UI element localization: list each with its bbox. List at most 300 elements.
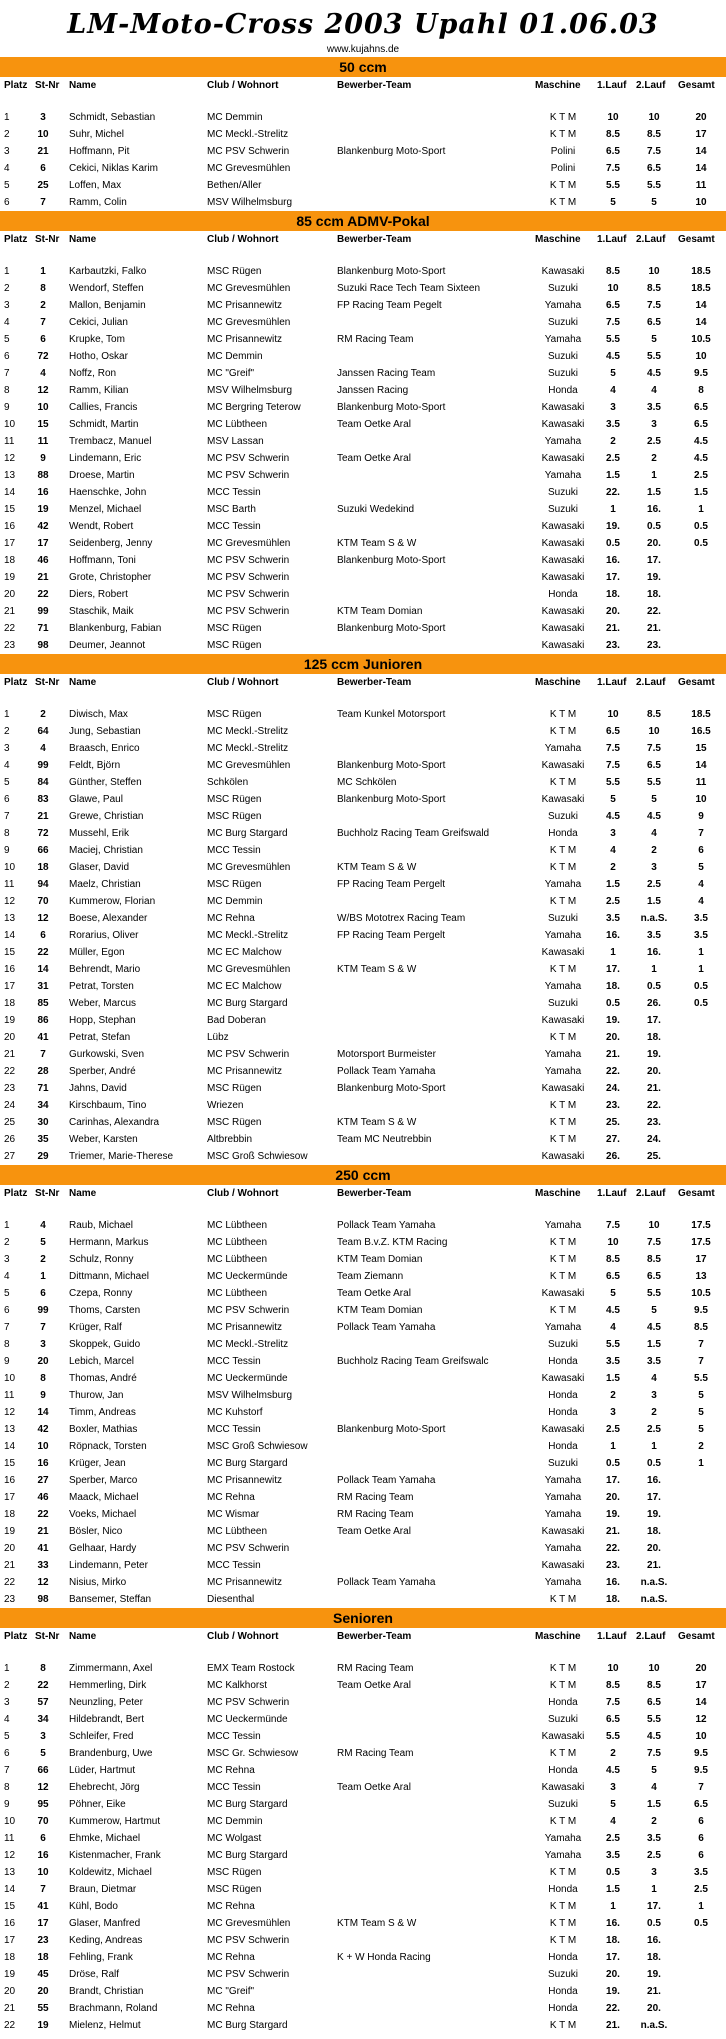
cell-name: Dröse, Ralf xyxy=(69,1969,120,1980)
cell-lauf2: 1.5 xyxy=(647,487,661,498)
cell-club: MC "Greif" xyxy=(207,368,255,379)
cell-lauf2: 8.5 xyxy=(647,709,661,720)
cell-lauf2: 25. xyxy=(647,1151,661,1162)
cell-startnummer: 8 xyxy=(40,1663,46,1674)
cell-platz: 8 xyxy=(4,1782,10,1793)
cell-platz: 21 xyxy=(4,2003,16,2014)
cell-name: Thoms, Carsten xyxy=(69,1305,141,1316)
column-header-row xyxy=(0,231,726,248)
cell-name: Schmidt, Martin xyxy=(69,419,139,430)
col-header-startnummer: St-Nr xyxy=(35,1188,60,1199)
cell-maschine: K T M xyxy=(549,1680,577,1691)
cell-platz: 17 xyxy=(4,1492,16,1503)
cell-startnummer: 71 xyxy=(37,1083,49,1094)
table-row xyxy=(0,331,726,348)
cell-gesamt: 6 xyxy=(698,1850,704,1861)
cell-lauf2: 6.5 xyxy=(647,317,661,328)
table-row xyxy=(0,757,726,774)
results-section xyxy=(0,1165,726,1608)
table-row xyxy=(0,1762,726,1779)
cell-platz: 21 xyxy=(4,606,16,617)
cell-platz: 4 xyxy=(4,317,10,328)
cell-startnummer: 16 xyxy=(37,487,49,498)
cell-platz: 9 xyxy=(4,845,10,856)
table-row xyxy=(0,1540,726,1557)
cell-gesamt: 14 xyxy=(695,163,707,174)
section-header: 250 ccm xyxy=(0,1165,726,1185)
cell-name: Jahns, David xyxy=(69,1083,127,1094)
col-header-startnummer: St-Nr xyxy=(35,1631,60,1642)
table-row xyxy=(0,1268,726,1285)
cell-startnummer: 42 xyxy=(37,1424,49,1435)
cell-maschine: Yamaha xyxy=(544,1850,582,1861)
cell-platz: 3 xyxy=(4,1697,10,1708)
cell-lauf2: 3.5 xyxy=(647,930,661,941)
cell-lauf2: 3 xyxy=(651,419,657,430)
cell-name: Wendt, Robert xyxy=(69,521,134,532)
cell-club: MSC Rügen xyxy=(207,623,262,634)
cell-platz: 12 xyxy=(4,1850,16,1861)
table-row xyxy=(0,808,726,825)
cell-club: MC Rehna xyxy=(207,913,255,924)
cell-maschine: Yamaha xyxy=(544,1833,582,1844)
cell-name: Dittmann, Michael xyxy=(69,1271,150,1282)
cell-startnummer: 10 xyxy=(37,402,49,413)
cell-lauf1: 3 xyxy=(610,828,616,839)
col-header-startnummer: St-Nr xyxy=(35,80,60,91)
cell-startnummer: 70 xyxy=(37,896,49,907)
cell-club: MSC Rügen xyxy=(207,879,262,890)
table-row xyxy=(0,876,726,893)
cell-lauf2: 21. xyxy=(647,1560,661,1571)
cell-gesamt: 7 xyxy=(698,828,704,839)
cell-name: Noffz, Ron xyxy=(69,368,117,379)
cell-maschine: K T M xyxy=(549,1117,577,1128)
cell-maschine: Yamaha xyxy=(544,1492,582,1503)
cell-maschine: Yamaha xyxy=(544,334,582,345)
cell-gesamt: 18.5 xyxy=(691,266,711,277)
cell-startnummer: 41 xyxy=(37,1901,49,1912)
cell-lauf1: 18. xyxy=(606,1594,620,1605)
col-header-platz: Platz xyxy=(4,677,28,688)
cell-name: Maciej, Christian xyxy=(69,845,143,856)
cell-maschine: Honda xyxy=(548,1697,578,1708)
cell-name: Kummerow, Florian xyxy=(69,896,156,907)
cell-lauf1: 4 xyxy=(610,1816,616,1827)
cell-club: MC PSV Schwerin xyxy=(207,606,290,617)
cell-lauf2: 3 xyxy=(651,1390,657,1401)
table-row xyxy=(0,1234,726,1251)
cell-club: MC Demmin xyxy=(207,1816,263,1827)
cell-name: Hopp, Stephan xyxy=(69,1015,136,1026)
table-row xyxy=(0,280,726,297)
cell-platz: 11 xyxy=(4,1390,15,1401)
table-row xyxy=(0,961,726,978)
cell-startnummer: 25 xyxy=(37,180,49,191)
cell-maschine: Kawasaki xyxy=(541,1015,585,1026)
cell-platz: 3 xyxy=(4,1254,10,1265)
cell-lauf1: 10 xyxy=(607,1663,619,1674)
cell-name: Hoffmann, Toni xyxy=(69,555,136,566)
cell-gesamt: 9 xyxy=(698,811,704,822)
cell-startnummer: 95 xyxy=(37,1799,49,1810)
cell-maschine: K T M xyxy=(549,1254,577,1265)
cell-startnummer: 21 xyxy=(37,572,49,583)
cell-name: Ramm, Colin xyxy=(69,197,127,208)
cell-team: Suzuki Wedekind xyxy=(337,504,415,515)
cell-lauf1: 20. xyxy=(606,1969,620,1980)
cell-startnummer: 84 xyxy=(37,777,49,788)
col-header-club: Club / Wohnort xyxy=(207,677,279,688)
cell-maschine: K T M xyxy=(549,1594,577,1605)
col-header-club: Club / Wohnort xyxy=(207,1631,279,1642)
cell-startnummer: 12 xyxy=(37,913,49,924)
cell-platz: 3 xyxy=(4,146,10,157)
cell-club: MC Grevesmühlen xyxy=(207,163,291,174)
cell-club: MC Lübtheen xyxy=(207,1526,268,1537)
cell-lauf2: 20. xyxy=(647,1543,661,1554)
cell-maschine: Yamaha xyxy=(544,470,582,481)
cell-club: MC Lübtheen xyxy=(207,1254,268,1265)
cell-gesamt: 16.5 xyxy=(691,726,711,737)
cell-startnummer: 19 xyxy=(37,2020,49,2031)
col-header-platz: Platz xyxy=(4,1188,28,1199)
cell-gesamt: 3.5 xyxy=(694,913,708,924)
cell-lauf2: 4.5 xyxy=(647,368,661,379)
cell-team: RM Racing Team xyxy=(337,1492,414,1503)
cell-club: MC Burg Stargard xyxy=(207,998,288,1009)
cell-lauf1: 19. xyxy=(606,1015,620,1026)
cell-platz: 7 xyxy=(4,811,10,822)
cell-gesamt: 8.5 xyxy=(694,1322,708,1333)
cell-startnummer: 46 xyxy=(37,1492,49,1503)
cell-club: MC PSV Schwerin xyxy=(207,555,290,566)
cell-name: Skoppek, Guido xyxy=(69,1339,141,1350)
cell-gesamt: 10 xyxy=(695,197,707,208)
cell-team: KTM Team Domian xyxy=(337,1254,423,1265)
cell-club: MSV Wilhelmsburg xyxy=(207,197,293,208)
cell-lauf1: 3.5 xyxy=(606,1356,620,1367)
cell-lauf2: 5 xyxy=(651,794,657,805)
cell-maschine: Suzuki xyxy=(547,504,578,515)
cell-team: Blankenburg Moto-Sport xyxy=(337,555,446,566)
cell-startnummer: 8 xyxy=(40,283,46,294)
cell-lauf2: 19. xyxy=(647,1969,661,1980)
cell-lauf1: 0.5 xyxy=(606,1867,620,1878)
cell-platz: 2 xyxy=(4,1680,10,1691)
cell-lauf2: n.a.S. xyxy=(640,2020,668,2031)
cell-team: KTM Team Domian xyxy=(337,1305,423,1316)
cell-lauf2: 24. xyxy=(647,1134,661,1145)
cell-lauf1: 8.5 xyxy=(606,129,620,140)
table-row xyxy=(0,1063,726,1080)
cell-club: MSC Groß Schwiesow xyxy=(207,1151,308,1162)
cell-name: Lebich, Marcel xyxy=(69,1356,135,1367)
cell-lauf2: 19. xyxy=(647,1049,661,1060)
cell-startnummer: 7 xyxy=(40,1322,46,1333)
cell-platz: 5 xyxy=(4,1288,10,1299)
cell-platz: 18 xyxy=(4,998,16,1009)
cell-platz: 5 xyxy=(4,1731,10,1742)
col-header-maschine: Maschine xyxy=(535,1631,581,1642)
cell-lauf2: 6.5 xyxy=(647,163,661,174)
cell-club: MC Ueckermünde xyxy=(207,1373,288,1384)
cell-team: Pollack Team Yamaha xyxy=(337,1475,436,1486)
cell-platz: 23 xyxy=(4,1594,16,1605)
cell-lauf1: 16. xyxy=(606,1577,620,1588)
cell-lauf2: 22. xyxy=(647,606,661,617)
cell-gesamt: 4.5 xyxy=(694,436,708,447)
col-header-team: Bewerber-Team xyxy=(337,677,412,688)
cell-maschine: K T M xyxy=(549,964,577,975)
cell-team: KTM Team S & W xyxy=(337,1918,417,1929)
table-row xyxy=(0,2017,726,2034)
cell-team: Team MC Neutrebbin xyxy=(337,1134,432,1145)
cell-platz: 4 xyxy=(4,1271,10,1282)
cell-team: Blankenburg Moto-Sport xyxy=(337,760,446,771)
website-url[interactable]: www.kujahns.de xyxy=(326,44,400,55)
column-header-row xyxy=(0,1185,726,1202)
cell-maschine: K T M xyxy=(549,1816,577,1827)
cell-platz: 25 xyxy=(4,1117,16,1128)
table-row xyxy=(0,1949,726,1966)
cell-lauf1: 3 xyxy=(610,1782,616,1793)
table-row xyxy=(0,1523,726,1540)
cell-team: K + W Honda Racing xyxy=(337,1952,431,1963)
cell-platz: 2 xyxy=(4,129,10,140)
cell-platz: 13 xyxy=(4,913,16,924)
table-row xyxy=(0,603,726,620)
cell-maschine: Suzuki xyxy=(547,1799,578,1810)
cell-lauf1: 4.5 xyxy=(606,351,620,362)
cell-team: Suzuki Race Tech Team Sixteen xyxy=(337,283,481,294)
cell-lauf1: 7.5 xyxy=(606,163,620,174)
cell-platz: 4 xyxy=(4,1714,10,1725)
cell-team: FP Racing Team Pergelt xyxy=(337,930,446,941)
cell-name: Haenschke, John xyxy=(69,487,147,498)
cell-lauf2: 5 xyxy=(651,1765,657,1776)
cell-lauf2: 18. xyxy=(647,1032,661,1043)
cell-startnummer: 86 xyxy=(37,1015,49,1026)
table-row xyxy=(0,944,726,961)
cell-lauf2: 17. xyxy=(647,1015,661,1026)
cell-lauf1: 5.5 xyxy=(606,777,620,788)
cell-startnummer: 99 xyxy=(37,606,49,617)
cell-name: Nisius, Mirko xyxy=(69,1577,127,1588)
cell-lauf2: 10 xyxy=(648,1663,660,1674)
cell-maschine: Kawasaki xyxy=(541,266,585,277)
cell-lauf1: 6.5 xyxy=(606,300,620,311)
cell-startnummer: 22 xyxy=(37,589,49,600)
cell-startnummer: 3 xyxy=(40,112,46,123)
cell-platz: 18 xyxy=(4,1509,16,1520)
cell-name: Maelz, Christian xyxy=(69,879,141,890)
cell-startnummer: 6 xyxy=(40,334,46,345)
cell-lauf1: 10 xyxy=(607,1237,619,1248)
cell-club: MC Burg Stargard xyxy=(207,2020,288,2031)
cell-startnummer: 83 xyxy=(37,794,49,805)
cell-team: Janssen Racing xyxy=(337,385,409,396)
table-row xyxy=(0,1114,726,1131)
cell-lauf1: 1 xyxy=(610,947,616,958)
cell-name: Suhr, Michel xyxy=(69,129,125,140)
cell-platz: 17 xyxy=(4,1935,16,1946)
cell-lauf2: 4.5 xyxy=(647,811,661,822)
cell-club: Bad Doberan xyxy=(207,1015,266,1026)
cell-name: Braasch, Enrico xyxy=(69,743,140,754)
cell-lauf2: 5.5 xyxy=(647,1288,661,1299)
cell-lauf1: 22. xyxy=(606,1066,620,1077)
cell-club: MCC Tessin xyxy=(207,1356,261,1367)
cell-club: MC Bergring Teterow xyxy=(207,402,301,413)
table-row xyxy=(0,842,726,859)
cell-club: MSV Wilhelmsburg xyxy=(207,385,293,396)
col-header-lauf1: 1.Lauf xyxy=(597,1188,627,1199)
table-row xyxy=(0,893,726,910)
cell-name: Maack, Michael xyxy=(69,1492,139,1503)
cell-team: KTM Team S & W xyxy=(337,862,417,873)
cell-lauf2: 7.5 xyxy=(647,1237,661,1248)
cell-gesamt: 6.5 xyxy=(694,402,708,413)
cell-lauf2: 16. xyxy=(647,504,661,515)
cell-team: KTM Team S & W xyxy=(337,1117,417,1128)
cell-startnummer: 98 xyxy=(37,1594,49,1605)
cell-platz: 23 xyxy=(4,1083,16,1094)
cell-lauf2: 8.5 xyxy=(647,1254,661,1265)
cell-maschine: Yamaha xyxy=(544,1322,582,1333)
cell-name: Kirschbaum, Tino xyxy=(69,1100,147,1111)
cell-maschine: Honda xyxy=(548,1407,578,1418)
cell-lauf2: 10 xyxy=(648,266,660,277)
cell-team: Pollack Team Yamaha xyxy=(337,1066,436,1077)
cell-gesamt: 14 xyxy=(695,317,707,328)
cell-platz: 12 xyxy=(4,896,16,907)
cell-team: Janssen Racing Team xyxy=(337,368,436,379)
cell-gesamt: 5 xyxy=(698,1424,704,1435)
cell-lauf2: 2 xyxy=(651,453,657,464)
cell-startnummer: 7 xyxy=(40,317,46,328)
cell-name: Krupke, Tom xyxy=(69,334,125,345)
cell-lauf1: 4.5 xyxy=(606,1765,620,1776)
cell-team: Pollack Team Yamaha xyxy=(337,1220,436,1231)
cell-name: Bösler, Nico xyxy=(69,1526,123,1537)
cell-club: MSC Rügen xyxy=(207,709,262,720)
cell-startnummer: 5 xyxy=(40,1237,46,1248)
cell-platz: 22 xyxy=(4,1577,16,1588)
cell-startnummer: 12 xyxy=(37,1577,49,1588)
table-row xyxy=(0,1983,726,2000)
cell-lauf1: 18. xyxy=(606,589,620,600)
cell-club: MC Demmin xyxy=(207,112,263,123)
cell-lauf1: 5 xyxy=(610,1799,616,1810)
cell-platz: 7 xyxy=(4,368,10,379)
cell-name: Rorarius, Oliver xyxy=(69,930,139,941)
table-row xyxy=(0,1489,726,1506)
col-header-lauf1: 1.Lauf xyxy=(597,234,627,245)
cell-name: Blankenburg, Fabian xyxy=(69,623,162,634)
cell-gesamt: 4 xyxy=(698,879,704,890)
cell-maschine: Honda xyxy=(548,1952,578,1963)
cell-name: Glaser, Manfred xyxy=(69,1918,141,1929)
cell-platz: 12 xyxy=(4,453,16,464)
cell-lauf2: 10 xyxy=(648,112,660,123)
cell-lauf2: 18. xyxy=(647,1952,661,1963)
cell-lauf2: 18. xyxy=(647,589,661,600)
cell-platz: 5 xyxy=(4,777,10,788)
cell-platz: 6 xyxy=(4,351,10,362)
table-row xyxy=(0,1080,726,1097)
cell-maschine: Honda xyxy=(548,1986,578,1997)
cell-lauf1: 27. xyxy=(606,1134,620,1145)
cell-gesamt: 6 xyxy=(698,845,704,856)
cell-lauf1: 20. xyxy=(606,1492,620,1503)
cell-lauf2: 20. xyxy=(647,2003,661,2014)
cell-club: MC Meckl.-Strelitz xyxy=(207,930,289,941)
cell-name: Kühl, Bodo xyxy=(69,1901,118,1912)
cell-name: Carinhas, Alexandra xyxy=(69,1117,160,1128)
cell-platz: 2 xyxy=(4,726,10,737)
cell-maschine: Kawasaki xyxy=(541,760,585,771)
cell-club: MC Rehna xyxy=(207,1952,255,1963)
table-row xyxy=(0,1898,726,1915)
cell-platz: 16 xyxy=(4,521,16,532)
cell-lauf2: 6.5 xyxy=(647,1697,661,1708)
cell-gesamt: 7 xyxy=(698,1356,704,1367)
cell-club: Wriezen xyxy=(207,1100,244,1111)
col-header-name: Name xyxy=(69,677,97,688)
cell-lauf2: 5 xyxy=(651,1305,657,1316)
cell-name: Bansemer, Steffan xyxy=(69,1594,152,1605)
cell-gesamt: 2.5 xyxy=(694,1884,708,1895)
cell-lauf2: 0.5 xyxy=(647,521,661,532)
cell-startnummer: 72 xyxy=(37,828,49,839)
col-header-maschine: Maschine xyxy=(535,677,581,688)
cell-name: Hotho, Oskar xyxy=(69,351,128,362)
cell-lauf1: 7.5 xyxy=(606,317,620,328)
cell-name: Sperber, Marco xyxy=(69,1475,138,1486)
cell-lauf1: 2.5 xyxy=(606,1424,620,1435)
cell-startnummer: 9 xyxy=(40,1390,46,1401)
cell-lauf2: n.a.S. xyxy=(640,1577,668,1588)
table-row xyxy=(0,484,726,501)
table-row xyxy=(0,126,726,143)
cell-name: Ehebrecht, Jörg xyxy=(69,1782,140,1793)
cell-club: MSC Gr. Schwiesow xyxy=(207,1748,299,1759)
cell-lauf2: n.a.S. xyxy=(640,1594,668,1605)
cell-startnummer: 17 xyxy=(37,538,49,549)
cell-lauf1: 17. xyxy=(606,572,620,583)
cell-lauf1: 7.5 xyxy=(606,760,620,771)
cell-maschine: Kawasaki xyxy=(541,623,585,634)
cell-startnummer: 16 xyxy=(37,1458,49,1469)
cell-maschine: Kawasaki xyxy=(541,453,585,464)
cell-name: Hermann, Markus xyxy=(69,1237,149,1248)
cell-club: MC PSV Schwerin xyxy=(207,589,290,600)
col-header-lauf2: 2.Lauf xyxy=(636,1631,666,1642)
table-row xyxy=(0,1745,726,1762)
cell-lauf2: 7.5 xyxy=(647,1748,661,1759)
col-header-club: Club / Wohnort xyxy=(207,234,279,245)
cell-club: MSC Groß Schwiesow xyxy=(207,1441,308,1452)
cell-club: Lübz xyxy=(207,1032,229,1043)
cell-startnummer: 2 xyxy=(40,709,46,720)
cell-startnummer: 3 xyxy=(40,1731,46,1742)
cell-club: MC Burg Stargard xyxy=(207,1850,288,1861)
cell-lauf1: 5.5 xyxy=(606,334,620,345)
table-row xyxy=(0,194,726,211)
cell-gesamt: 18.5 xyxy=(691,709,711,720)
cell-lauf2: 4.5 xyxy=(647,1322,661,1333)
